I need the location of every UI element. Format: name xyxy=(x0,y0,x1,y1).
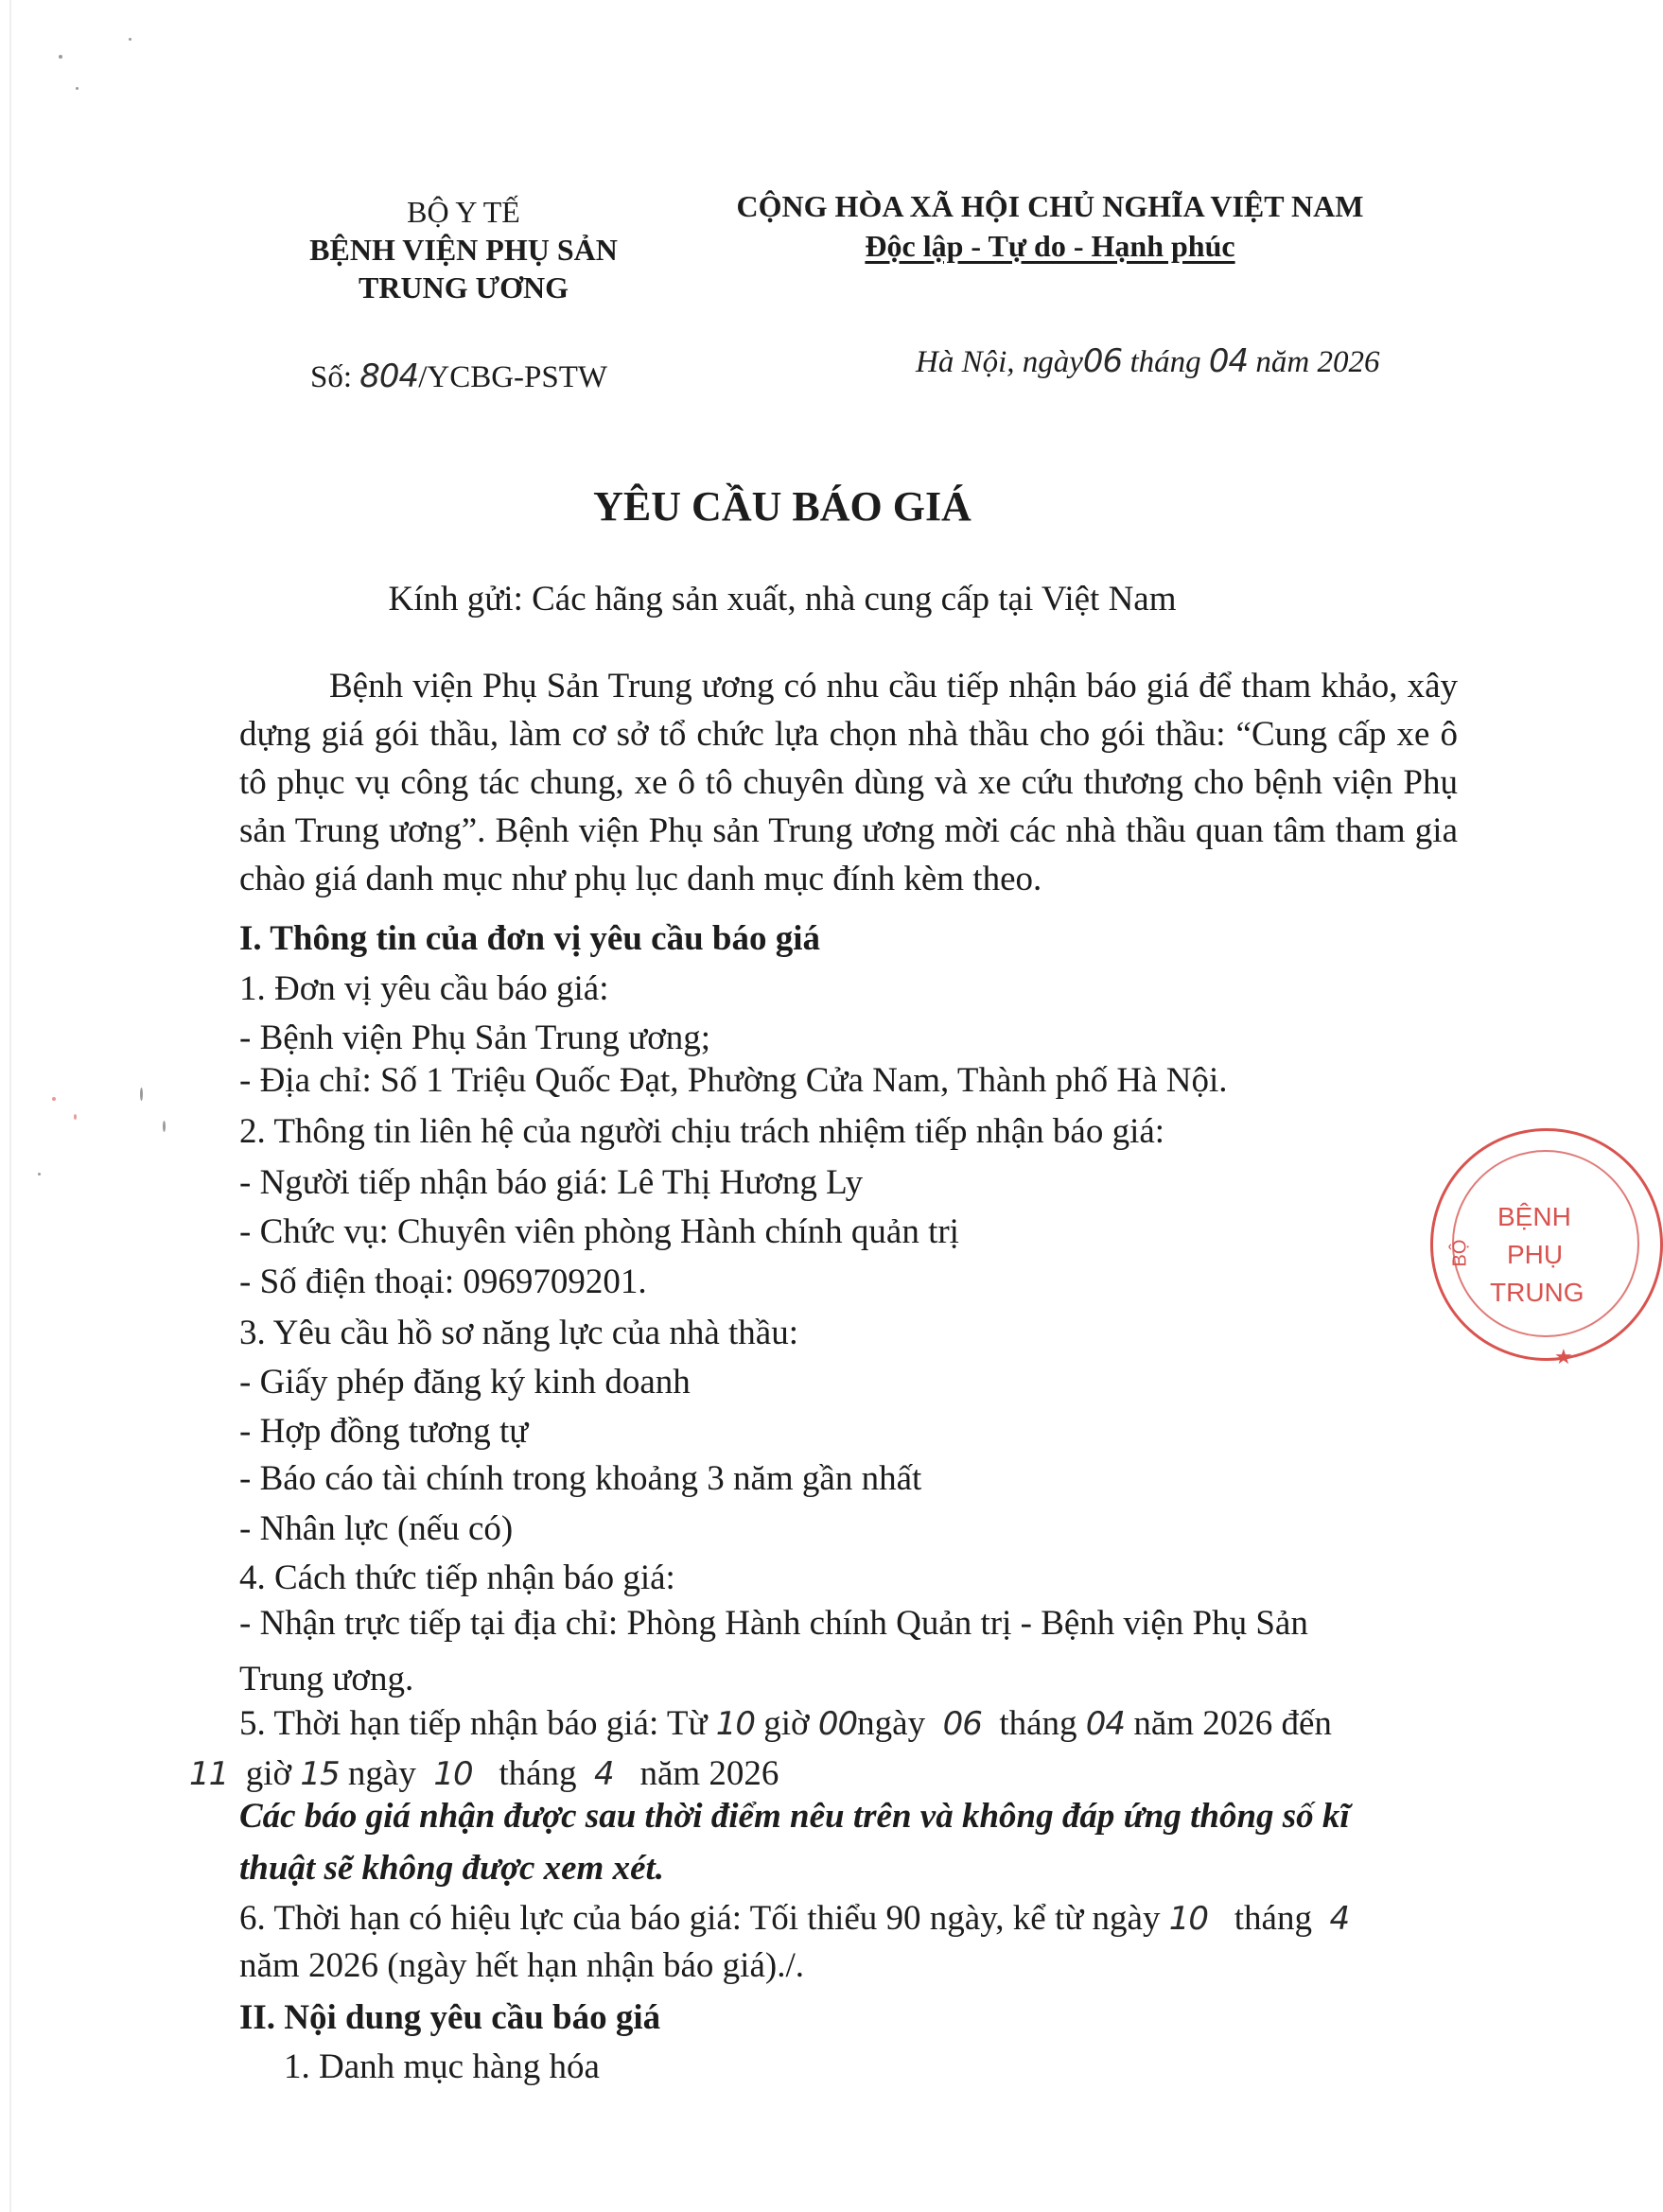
section-1-line: 4. Cách thức tiếp nhận báo giá: xyxy=(239,1559,675,1597)
date-month-label: tháng xyxy=(1129,345,1201,379)
deadline-text: ngày xyxy=(857,1704,926,1743)
deadline-end-month-handwritten: 4 xyxy=(594,1755,614,1793)
deadline-minute-handwritten: 00 xyxy=(817,1705,858,1743)
stamp-bleed-speck xyxy=(74,1114,77,1120)
stamp-bleed-speck xyxy=(52,1097,56,1101)
deadline-end-hour-handwritten: 11 xyxy=(189,1755,229,1793)
document-date xyxy=(916,342,1379,380)
section-1-line: - Số điện thoại: 0969709201. xyxy=(239,1263,647,1301)
hospital-name-line2: TRUNG ƯƠNG xyxy=(359,270,569,305)
doc-no-suffix: /YCBG-PSTW xyxy=(418,360,608,394)
motto-text: Độc lập - Tự do - Hạnh phúc xyxy=(865,229,1235,263)
section-1-line: - Người tiếp nhận báo giá: Lê Thị Hương Ly xyxy=(239,1163,864,1202)
scan-speck xyxy=(76,87,79,90)
section-1-line: - Báo cáo tài chính trong khoảng 3 năm gần nhất xyxy=(239,1459,922,1498)
section-1-line: - Hợp đồng tương tự xyxy=(239,1412,529,1451)
deadline-text: năm 2026 đến xyxy=(1133,1704,1332,1743)
section-1-line: 3. Yêu cầu hồ sơ năng lực của nhà thầu: xyxy=(239,1314,799,1352)
deadline-text: tháng xyxy=(999,1704,1077,1743)
section-1-line: - Nhận trực tiếp tại địa chỉ: Phòng Hành chính Quản trị - Bệnh viện Phụ Sản xyxy=(239,1604,1308,1643)
date-month-handwritten: 04 xyxy=(1208,342,1249,380)
section-1-line: 1. Đơn vị yêu cầu báo giá: xyxy=(239,969,609,1008)
seal-text: BỆNH xyxy=(1497,1202,1571,1231)
doc-no-label: Số: xyxy=(310,360,353,394)
country-name: CỘNG HÒA XÃ HỘI CHỦ NGHĨA VIỆT NAM xyxy=(736,189,1364,223)
deadline-end-day-handwritten: 10 xyxy=(433,1755,473,1793)
national-motto xyxy=(700,227,1400,265)
document-title: YÊU CẦU BÁO GIÁ xyxy=(593,483,972,530)
validity-line xyxy=(239,1897,1349,1941)
scan-speck xyxy=(59,55,62,59)
hospital-name-line1: BỆNH VIỆN PHỤ SẢN xyxy=(309,233,618,267)
deadline-text: năm 2026 xyxy=(639,1754,779,1793)
deadline-line-2 xyxy=(189,1752,779,1796)
deadline-text: tháng xyxy=(499,1754,577,1793)
ministry-name: BỘ Y TẾ xyxy=(407,195,520,229)
section-1-line: - Nhân lực (nếu có) xyxy=(239,1509,514,1548)
doc-no-handwritten: 804 xyxy=(359,357,419,395)
section-1-line: - Giấy phép đăng ký kinh doanh xyxy=(239,1363,691,1402)
section-1-line: - Bệnh viện Phụ Sản Trung ương; xyxy=(239,1019,711,1057)
validity-month-handwritten: 4 xyxy=(1329,1900,1350,1938)
scan-speck xyxy=(163,1121,166,1132)
scan-speck xyxy=(38,1173,41,1176)
date-year: năm 2026 xyxy=(1255,345,1380,379)
validity-day-handwritten: 10 xyxy=(1168,1900,1208,1938)
date-day-handwritten: 06 xyxy=(1082,342,1123,380)
validity-text: tháng xyxy=(1234,1899,1312,1938)
validity-line-2: năm 2026 (ngày hết hạn nhận báo giá)./. xyxy=(239,1946,804,1985)
deadline-text: 5. Thời hạn tiếp nhận báo giá: Từ xyxy=(239,1704,708,1743)
section-1-line: Trung ương. xyxy=(239,1660,414,1698)
section-2-heading: II. Nội dung yêu cầu báo giá xyxy=(239,1998,661,2037)
intro-paragraph: Bệnh viện Phụ Sản Trung ương có nhu cầu tiếp nhận báo giá để tham khảo, xây dựng giá gói thầu, làm cơ sở tổ chức lựa chọn nhà thầu cho gói thầu: “Cung cấp xe ô tô phục vụ công tác chung, xe ô tô chuyên dùng và xe cứu thương cho bệnh viện Phụ sản Trung ương”. Bệnh viện Phụ sản Trung ương mời các nhà thầu quan tâm tham gia chào giá danh mục như phụ lục danh mục đính kèm theo. xyxy=(239,667,1458,898)
deadline-day-handwritten: 06 xyxy=(942,1705,982,1743)
deadline-month-handwritten: 04 xyxy=(1085,1705,1126,1743)
note-line: Các báo giá nhận được sau thời điểm nêu trên và không đáp ứng thông số kĩ xyxy=(239,1797,1350,1836)
deadline-text: giờ xyxy=(763,1704,810,1743)
recipient-line: Kính gửi: Các hãng sản xuất, nhà cung cấp tại Việt Nam xyxy=(388,580,1177,618)
section-1-heading: I. Thông tin của đơn vị yêu cầu báo giá xyxy=(239,919,821,958)
deadline-text: ngày xyxy=(347,1754,416,1793)
seal-text: PHỤ xyxy=(1507,1240,1564,1269)
section-1-line: 2. Thông tin liên hệ của người chịu trách nhiệm tiếp nhận báo giá: xyxy=(239,1112,1165,1151)
seal-text: BỘ xyxy=(1449,1239,1471,1267)
document-number xyxy=(310,357,607,395)
section-1-line: - Địa chỉ: Số 1 Triệu Quốc Đạt, Phường Cửa Nam, Thành phố Hà Nội. xyxy=(239,1061,1228,1100)
deadline-text: giờ xyxy=(245,1754,292,1793)
section-2-item: 1. Danh mục hàng hóa xyxy=(284,2047,600,2086)
seal-text: TRUNG xyxy=(1490,1278,1584,1307)
scan-speck xyxy=(140,1088,143,1101)
scan-edge xyxy=(9,0,11,2212)
deadline-hour-handwritten: 10 xyxy=(715,1705,756,1743)
seal-star-icon: ★ xyxy=(1554,1345,1573,1368)
validity-text: 6. Thời hạn có hiệu lực của báo giá: Tối thiểu 90 ngày, kể từ ngày xyxy=(239,1899,1161,1938)
scan-speck xyxy=(129,38,131,41)
date-prefix: Hà Nội, ngày xyxy=(916,345,1083,379)
hospital-seal xyxy=(1430,1128,1663,1368)
deadline-end-minute-handwritten: 15 xyxy=(300,1755,340,1793)
note-line: thuật sẽ không được xem xét. xyxy=(239,1849,665,1888)
section-1-line: - Chức vụ: Chuyên viên phòng Hành chính quản trị xyxy=(239,1212,959,1251)
deadline-line xyxy=(239,1702,1332,1746)
